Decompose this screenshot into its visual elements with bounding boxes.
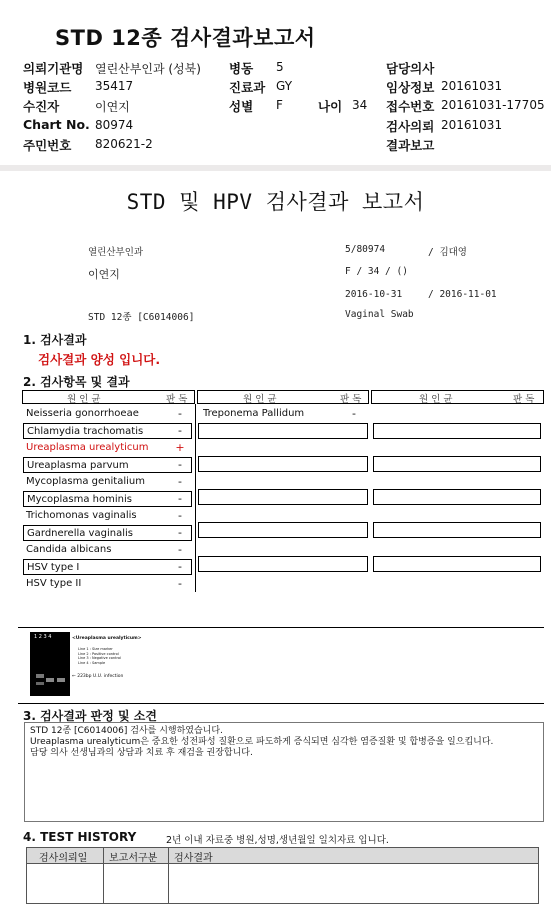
divider-line (18, 703, 544, 704)
table-divider (103, 848, 104, 903)
gel-legend-line: Line 3 : Negative control (78, 656, 121, 660)
header-label: 임상정보 (386, 80, 435, 95)
header-label: 담당의사 (386, 61, 435, 76)
history-header-request-date: 검사의뢰일 (39, 853, 88, 864)
gel-band (46, 678, 54, 682)
document-title: STD 12종 검사결과보고서 (55, 26, 316, 50)
result-cell (373, 423, 541, 439)
gel-electrophoresis-image (30, 632, 70, 696)
report-title: STD 및 HPV 검사결과 보고서 (126, 190, 425, 214)
header-value: 이연지 (95, 100, 130, 114)
report-date: / 2016-11-01 (428, 289, 497, 300)
header-label: 진료과 (229, 80, 266, 95)
history-note: 2년 이내 자료중 병원,성명,생년월일 일치자료 입니다. (166, 835, 389, 846)
specimen-type: Vaginal Swab (345, 309, 414, 320)
judgement-value: + (175, 441, 185, 454)
hospital-name: 열린산부인과 (88, 247, 144, 258)
result-cell (373, 556, 541, 572)
judge-header: 판 독 (340, 394, 362, 405)
pathogen-header: 원 인 균 (419, 394, 453, 405)
pathogen-name: HSV type II (26, 578, 82, 589)
divider-line (18, 627, 544, 628)
pathogen-name: Ureaplasma urealyticum (26, 442, 149, 453)
patient-name: 이연지 (88, 268, 120, 281)
pathogen-name: Mycoplasma hominis (23, 491, 192, 507)
gel-legend-line: Line 2 : Positive control (78, 651, 119, 656)
judgement-value: - (178, 526, 182, 539)
header-label: 병동 (229, 61, 254, 76)
pathogen-name: Trichomonas vaginalis (26, 510, 137, 521)
header-value: 20161031 (441, 118, 503, 132)
request-date: 2016-10-31 (345, 289, 403, 300)
result-cell (198, 522, 368, 538)
column-header-mid (197, 390, 369, 404)
result-cell (198, 556, 368, 572)
section-divider (0, 165, 551, 171)
result-cell (198, 489, 368, 505)
header-label: 접수번호 (386, 99, 435, 114)
judgement-value: - (178, 424, 182, 437)
judge-header: 판 독 (513, 394, 535, 405)
pathogen-header: 원 인 균 (243, 394, 277, 405)
header-value: 열린산부인과 (성북) (95, 62, 201, 76)
gel-legend (78, 647, 121, 665)
header-label: Chart No. (23, 117, 90, 132)
header-value: 35417 (95, 79, 134, 93)
section-2-heading: 2. 검사항목 및 결과 (23, 375, 130, 389)
judgement-value: - (178, 492, 182, 505)
header-label: 결과보고 (386, 138, 435, 153)
pathogen-name: Treponema Pallidum (203, 408, 305, 419)
history-header-report-type: 보고서구분 (109, 853, 158, 864)
result-cell (373, 456, 541, 472)
comment-box (24, 722, 544, 822)
judgement-value: - (178, 543, 182, 556)
judge-header: 판 독 (166, 394, 188, 405)
gel-band (36, 674, 44, 678)
column-header-left (22, 390, 195, 404)
column-header-right (371, 390, 544, 404)
header-label: 성별 (229, 99, 254, 114)
gel-band (36, 682, 44, 685)
gel-legend-line: Line 1 : Size marker (78, 647, 113, 651)
positive-result-text: 검사결과 양성 입니다. (38, 352, 161, 367)
header-value: 20161031 (441, 79, 503, 93)
pathogen-name: Candida albicans (26, 544, 112, 555)
header-value: 5 (276, 60, 284, 74)
pathogen-header: 원 인 균 (67, 394, 101, 405)
doctor-name: / 김대영 (428, 247, 467, 258)
judgement-value: - (178, 475, 182, 488)
judgement-value: - (178, 509, 182, 522)
header-value: 34 (352, 98, 368, 112)
header-label: 의뢰기관명 (23, 61, 84, 76)
test-history-table (26, 847, 539, 904)
pathogen-name: Ureaplasma parvum (23, 457, 192, 473)
comment-line: STD 12종 [C6014006] 검사를 시행하였습니다. (30, 726, 223, 736)
test-code: STD 12종 [C6014006] (88, 312, 195, 323)
pathogen-name: Neisseria gonorrhoeae (26, 408, 139, 419)
header-label: 수진자 (23, 99, 60, 114)
header-value: 80974 (95, 118, 134, 132)
history-header-result: 검사결과 (174, 853, 213, 864)
judgement-value: - (178, 577, 182, 590)
section-1-heading: 1. 검사결과 (23, 333, 87, 347)
judgement-value: - (352, 407, 356, 420)
pathogen-name: HSV type I (23, 559, 192, 575)
header-value: 820621-2 (95, 137, 153, 151)
header-value: F (276, 98, 283, 112)
header-value: GY (276, 79, 293, 93)
pathogen-name: Chlamydia trachomatis (23, 423, 192, 439)
header-label: 병원코드 (23, 80, 72, 95)
header-label: 나이 (318, 99, 343, 114)
comment-line: Ureaplasma urealyticum은 중요한 성전파성 질환으로 파도하게 증식되면 심각한 염증질환 및 합병증을 일으킵니다. (30, 737, 494, 747)
judgement-value: - (178, 407, 182, 420)
gel-band (57, 678, 65, 682)
header-value: 20161031-17705 (441, 98, 545, 112)
result-cell (198, 423, 368, 439)
result-cell (373, 489, 541, 505)
column-divider (195, 404, 196, 592)
judgement-value: - (178, 560, 182, 573)
chart-number: 5/80974 (345, 244, 386, 255)
header-label: 주민번호 (23, 138, 72, 153)
header-label: 검사의뢰 (386, 119, 435, 134)
section-4-heading: 4. TEST HISTORY (23, 830, 137, 844)
gel-lane-numbers: 1 2 3 4 (34, 634, 52, 640)
gel-arrow-label: ← 223bp U.U. infection (72, 674, 124, 679)
gel-title: <Ureaplasma urealyticum> (72, 636, 142, 641)
table-divider (168, 848, 169, 903)
sex-age: F / 34 / () (345, 266, 408, 277)
gel-legend-line: Line 4 : Sample (78, 660, 106, 665)
pathogen-name: Gardnerella vaginalis (23, 525, 192, 541)
comment-line: 담당 의사 선생님과의 상담과 치료 후 재검을 권장합니다. (30, 748, 253, 758)
result-cell (373, 522, 541, 538)
judgement-value: - (178, 458, 182, 471)
pathogen-name: Mycoplasma genitalium (26, 476, 145, 487)
section-3-heading: 3. 검사결과 판정 및 소견 (23, 709, 157, 723)
result-cell (198, 456, 368, 472)
